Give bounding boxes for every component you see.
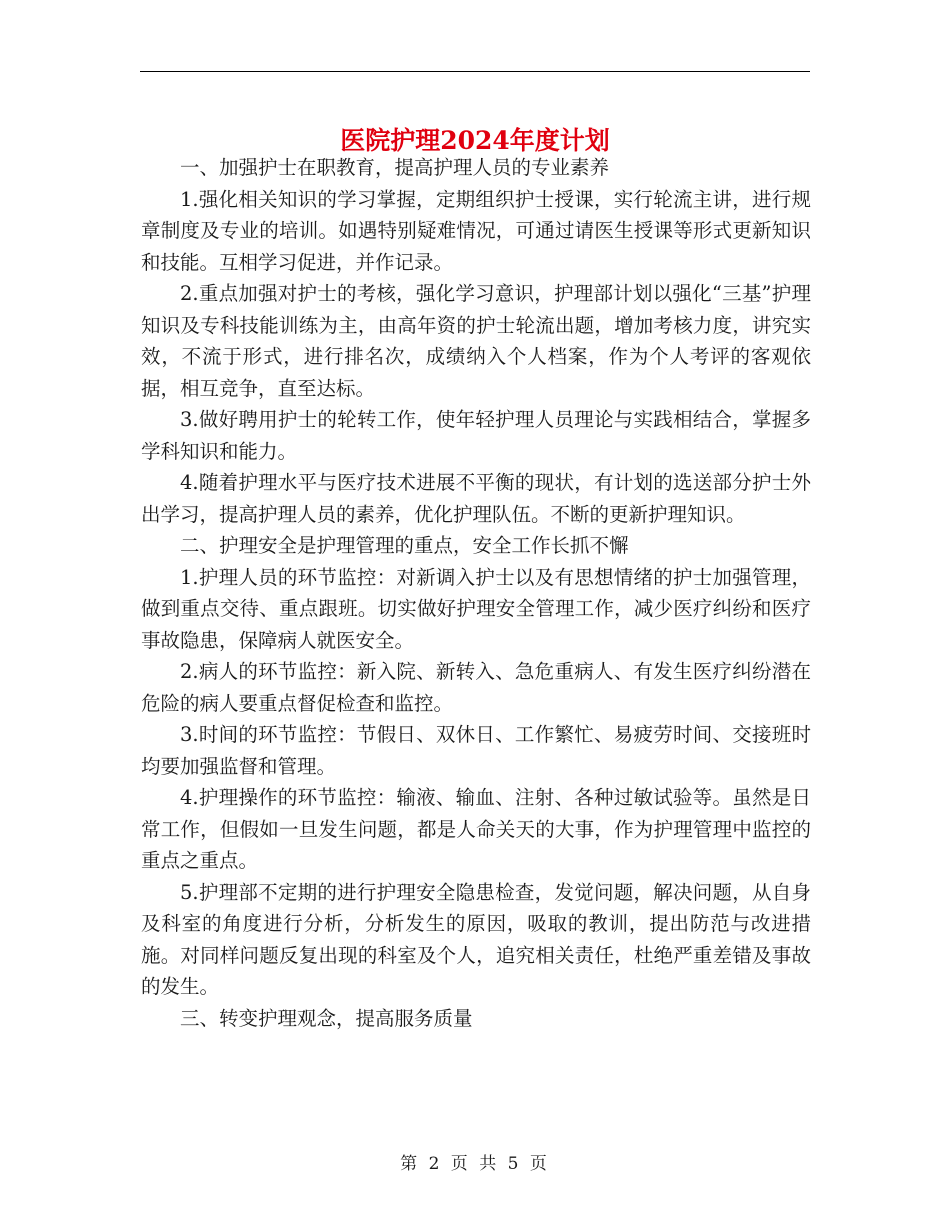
header-rule [140, 71, 810, 72]
paragraph-1-4: 4.随着护理水平与医疗技术进展不平衡的现状，有计划的选送部分护士外出学习，提高护理人员的素养，优化护理队伍。不断的更新护理知识。 [141, 471, 811, 526]
paragraph-2-4: 4.护理操作的环节监控：输液、输血、注射、各种过敏试验等。虽然是日常工作，但假如一旦发生问题，都是人命关天的大事，作为护理管理中监控的重点之重点。 [141, 786, 811, 872]
section-heading-1: 一、加强护士在职教育，提高护理人员的专业素养 [180, 156, 610, 179]
section-heading-3: 三、转变护理观念，提高服务质量 [180, 1006, 473, 1030]
paragraph-2-2: 2.病人的环节监控：新入院、新转入、急危重病人、有发生医疗纠纷潜在危险的病人要重点督促检查和监控。 [141, 660, 811, 715]
page-footer: 第 2 页 共 5 页 [400, 1154, 550, 1174]
paragraph-1-2: 2.重点加强对护士的考核，强化学习意识，护理部计划以强化“三基”护理知识及专科技能训练为主，由高年资的护士轮流出题，增加考核力度，讲究实效，不流于形式，进行排名次，成绩纳入个人档案，作为个人考评的客观依据，相互竞争，直至达标。 [141, 282, 811, 400]
document-body [141, 152, 811, 1034]
paragraph-1-3: 3.做好聘用护士的轮转工作，使年轻护理人员理论与实践相结合，掌握多学科知识和能力。 [141, 408, 811, 463]
paragraph-2-5: 5.护理部不定期的进行护理安全隐患检查，发觉问题，解决问题，从自身及科室的角度进行分析，分析发生的原因，吸取的教训，提出防范与改进措施。对同样问题反复出现的科室及个人，追究相关责任，杜绝严重差错及事故的发生。 [141, 880, 811, 998]
paragraph-1-1: 1.强化相关知识的学习掌握，定期组织护士授课，实行轮流主讲，进行规章制度及专业的培训。如遇特别疑难情况，可通过请医生授课等形式更新知识和技能。互相学习促进，并作记录。 [141, 187, 811, 274]
paragraph-2-1: 1.护理人员的环节监控：对新调入护士以及有思想情绪的护士加强管理，做到重点交待、重点跟班。切实做好护理安全管理工作，减少医疗纠纷和医疗事故隐患，保障病人就医安全。 [141, 565, 811, 652]
document-title: 医院护理2024年度计划 [340, 125, 610, 155]
section-heading-2: 二、护理安全是护理管理的重点，安全工作长抓不懈 [180, 534, 629, 557]
paragraph-2-3: 3.时间的环节监控：节假日、双休日、工作繁忙、易疲劳时间、交接班时均要加强监督和管理。 [141, 723, 811, 778]
